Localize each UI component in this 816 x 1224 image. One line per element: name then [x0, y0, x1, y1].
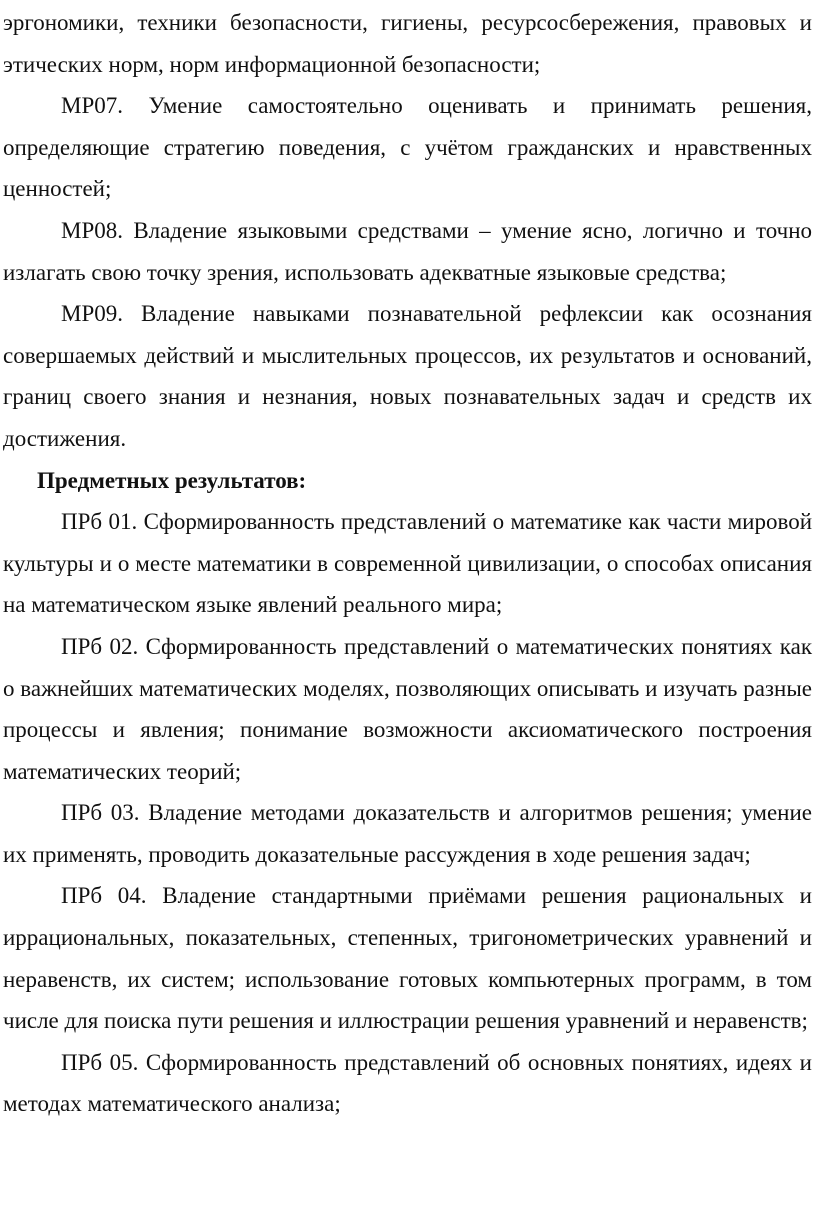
paragraph-mr07: МР07. Умение самостоятельно оценивать и принимать решения, определяющие стратегию поведения, с учётом гражданских и нравственных ценностей;	[3, 93, 812, 202]
paragraph-mr09: МР09. Владение навыками познавательной рефлексии как осознания совершаемых действий и мыслительных процессов, их результатов и оснований, границ своего знания и незнания, новых познавательных задач и средств их достижения.	[3, 301, 812, 451]
paragraph-prb01: ПРб 01. Сформированность представлений о математике как части мировой культуры и о месте математики в современной цивилизации, о способах описания на математическом языке явлений реального мира;	[3, 509, 812, 618]
paragraph-prb03: ПРб 03. Владение методами доказательств и алгоритмов решения; умение их применять, проводить доказательные рассуждения в ходе решения задач;	[3, 800, 812, 867]
paragraph-mr08: МР08. Владение языковыми средствами – умение ясно, логично и точно излагать свою точку зрения, использовать адекватные языковые средства;	[3, 217, 812, 285]
paragraph-continuation: эргономики, техники безопасности, гигиены, ресурсосбережения, правовых и этических норм, норм информационной безопасности;	[3, 10, 812, 77]
paragraph-prb05: ПРб 05. Сформированность представлений об основных понятиях, идеях и методах математического анализа;	[3, 1049, 812, 1117]
paragraph-prb02: ПРб 02. Сформированность представлений о математических понятиях как о важнейших математических моделях, позволяющих описывать и изучать разные процессы и явления; понимание возможности аксиоматического построения математических теорий;	[3, 633, 812, 784]
paragraph-prb04: ПРб 04. Владение стандартными приёмами решения рациональных и иррациональных, показательных, степенных, тригонометрических уравнений и неравенств, их систем; использование готовых компьютерных программ, в том числе для поиска пути решения и иллюстрации решения уравнений и неравенств;	[3, 883, 812, 1034]
section-heading: Предметных результатов:	[37, 467, 307, 493]
